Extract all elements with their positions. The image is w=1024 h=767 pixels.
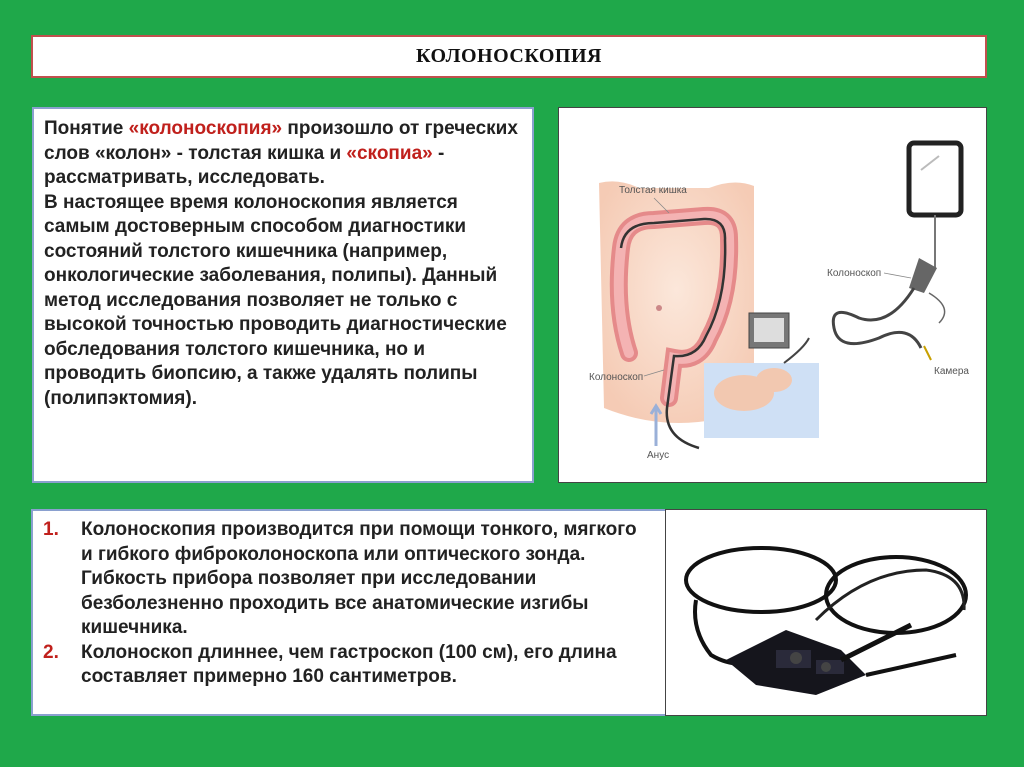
label-colonoscope-left: Колоноскоп — [589, 372, 644, 383]
term-colonoscopy: «колоноскопия» — [128, 118, 283, 139]
list-text: Колоноскопия производится при помощи тонкого, мягкого и гибкого фиброколоноскопа или оптического зонда. Гибкость прибора позволяет при исследовании безболезненно проходить все анатомические изгибы кишечника. — [81, 519, 637, 638]
label-anus: Анус — [647, 450, 670, 461]
intro-text-box — [32, 107, 534, 483]
intro-paragraph-1 — [44, 117, 522, 191]
intro-text: Понятие — [44, 118, 129, 139]
page-title: КОЛОНОСКОПИЯ — [416, 45, 602, 67]
intro-paragraph-2: В настоящее время колоноскопия является самым достоверным способом диагностики состояний толстого кишечника (например, онкологические заболевания, полипы). Данный метод исследования позволяет не только с высокой точностью проводить диагностические обследования толстого кишечника, но и проводить биопсию, а также удалять полипы (полипэктомия). — [44, 191, 507, 409]
colonoscopy-diagram — [558, 107, 987, 483]
intro-text: - рассматривать, исследовать. — [44, 142, 445, 188]
label-camera: Камера — [934, 366, 969, 377]
title-box — [31, 35, 987, 78]
colonoscope-device-illustration — [666, 510, 985, 714]
list-item — [43, 518, 653, 641]
label-colon: Толстая кишка — [619, 185, 687, 196]
list-item — [43, 641, 653, 690]
list-text: Колоноскоп длиннее, чем гастроскоп (100 см), его длина составляет примерно 160 сантиметров. — [81, 641, 617, 687]
colon-anatomy-illustration — [559, 108, 985, 481]
list-number: 2. — [43, 641, 59, 663]
colonoscope-photo — [665, 509, 987, 716]
intro-text: произошло от греческих слов «колон» - толстая кишка и — [44, 118, 518, 164]
facts-list — [31, 509, 667, 716]
label-colonoscope-right: Колоноскоп — [827, 268, 882, 279]
list-number: 1. — [43, 519, 59, 540]
term-skopia: «скопиа» — [346, 142, 433, 164]
